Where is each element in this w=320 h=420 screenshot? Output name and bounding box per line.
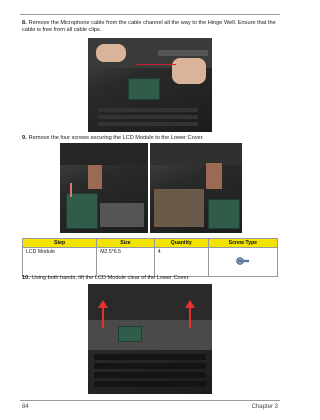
step-9 xyxy=(22,135,278,142)
step-text: Remove the four screws securing the LCD Module to the Lower Cover. xyxy=(28,135,204,141)
top-rule xyxy=(20,14,280,15)
step-10 xyxy=(22,275,278,282)
step-number: 8. xyxy=(22,20,27,26)
screw-icon xyxy=(236,256,250,266)
step-number: 9. xyxy=(22,135,27,141)
arrow-up-icon xyxy=(185,300,195,330)
table-row xyxy=(23,248,278,277)
step-text: Remove the Microphone cable from the cable channel all the way to the Hinge Well. Ensure that the cable is free from all cable clips. xyxy=(22,20,276,33)
step-8 xyxy=(22,20,278,34)
photo-lcd-screws-right xyxy=(150,143,242,233)
table-header: Size xyxy=(97,239,155,248)
step-text: Using both hands, lift the LCD Module clear of the Lower Cover. xyxy=(31,275,190,281)
arrow-up-icon xyxy=(98,300,108,330)
table-header: Screw Type xyxy=(208,239,277,248)
step-number: 10. xyxy=(22,275,30,281)
screw-table xyxy=(22,238,278,277)
table-cell: M2.5*6.5 xyxy=(97,248,155,277)
table-cell: LCD Module xyxy=(23,248,97,277)
photo-lcd-screws-left xyxy=(60,143,148,233)
table-header: Step xyxy=(23,239,97,248)
table-cell xyxy=(208,248,277,277)
bottom-rule xyxy=(20,400,280,401)
table-header: Quantity xyxy=(154,239,208,248)
table-cell: 4 xyxy=(154,248,208,277)
chapter-label: Chapter 3 xyxy=(251,404,278,410)
photo-microphone-cable xyxy=(88,38,212,132)
page-number: 84 xyxy=(22,404,29,410)
